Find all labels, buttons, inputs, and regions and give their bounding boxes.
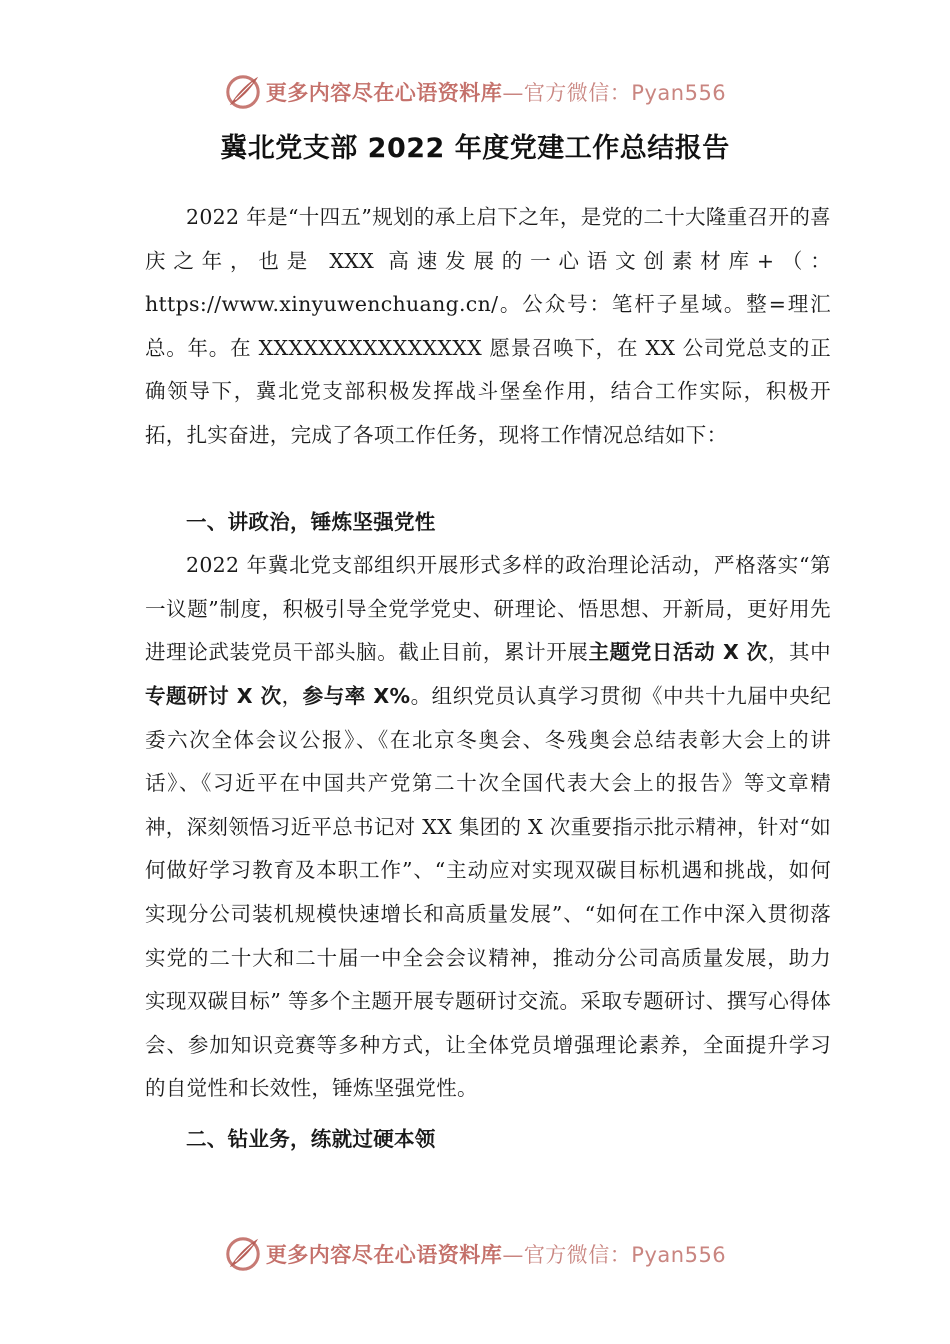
s1-text-start: 2022 年冀北党支部组织开展形式多样的政治理论活动，严格落实“第一议题”制度，积极引导全党学党史、研理论、悟思想、开新局，更好用先进理论武装党员干部头脑。截止目前，累计开展: [145, 553, 831, 665]
s1-bold-participation: 参与率 X%: [302, 683, 411, 708]
watermark-text: [266, 77, 726, 107]
watermark-brand: 更多内容尽在心语资料库: [265, 1243, 503, 1267]
s1-bold-activities: 主题党日活动 X 次: [588, 640, 768, 665]
s1-text-mid2: ，: [281, 683, 303, 708]
section-1-paragraph: [145, 544, 831, 1111]
intro-paragraph: 2022 年是“十四五”规划的承上启下之年，是党的二十大隆重召开的喜庆之年，也是 XXX 高速发展的一心语文创素材库+（：https://www.xinyuwenchuang.cn/。公众号：笔杆子星域。整=理汇总。年。在 XXXXXXXXXXXXXXX 愿景召唤下，在 XX 公司党总支的正确领导下，冀北党支部积极发挥战斗堡垒作用，结合工作实际，积极开拓，扎实奋进，完成了各项工作任务，现将工作情况总结如下：: [145, 205, 831, 447]
watermark-suffix: —官方微信：Pyan556: [502, 1243, 727, 1267]
watermark-text: [266, 1239, 726, 1269]
watermark-banner-top: [0, 70, 950, 114]
document-body: [145, 196, 831, 1161]
watermark-suffix: —官方微信：Pyan556: [502, 81, 727, 105]
watermark-brand: 更多内容尽在心语资料库: [265, 81, 503, 105]
s1-text-end: 。组织党员认真学习贯彻《中共十九届中央纪委六次全体会议公报》、《在北京冬奥会、冬残奥会总结表彰大会上的讲话》、《习近平在中国共产党第二十次全国代表大会上的报告》等文章精神，深刻领悟习近平总书记对 XX 集团的 X 次重要指示批示精神，针对“如何做好学习教育及本职工作”、“主动应对实现双碳目标机遇和挑战，如何实现分公司装机规模快速增长和高质量发展”、“如何在工作中深入贯彻落实党的二十大和二十届一中全会会议精神，推动分公司高质量发展，助力实现双碳目标” 等多个主题开展专题研讨交流。采取专题研讨、撰写心得体会、参加知识竞赛等多种方式，让全体党员增强理论素养，全面提升学习的自觉性和长效性，锤炼坚强党性。: [145, 683, 832, 1101]
section-2-heading: 二、钻业务，练就过硬本领: [186, 1126, 436, 1151]
section-1-heading: 一、讲政治，锤炼坚强党性: [186, 509, 436, 534]
document-title: 冀北党支部 2022 年度党建工作总结报告: [220, 133, 730, 164]
s1-text-mid1: ，其中: [767, 640, 831, 665]
watermark-banner-bottom: [0, 1232, 950, 1276]
quill-pen-logo-icon: [224, 1235, 262, 1273]
quill-pen-logo-icon: [224, 73, 262, 111]
s1-bold-seminars: 专题研讨 X 次: [145, 683, 282, 708]
